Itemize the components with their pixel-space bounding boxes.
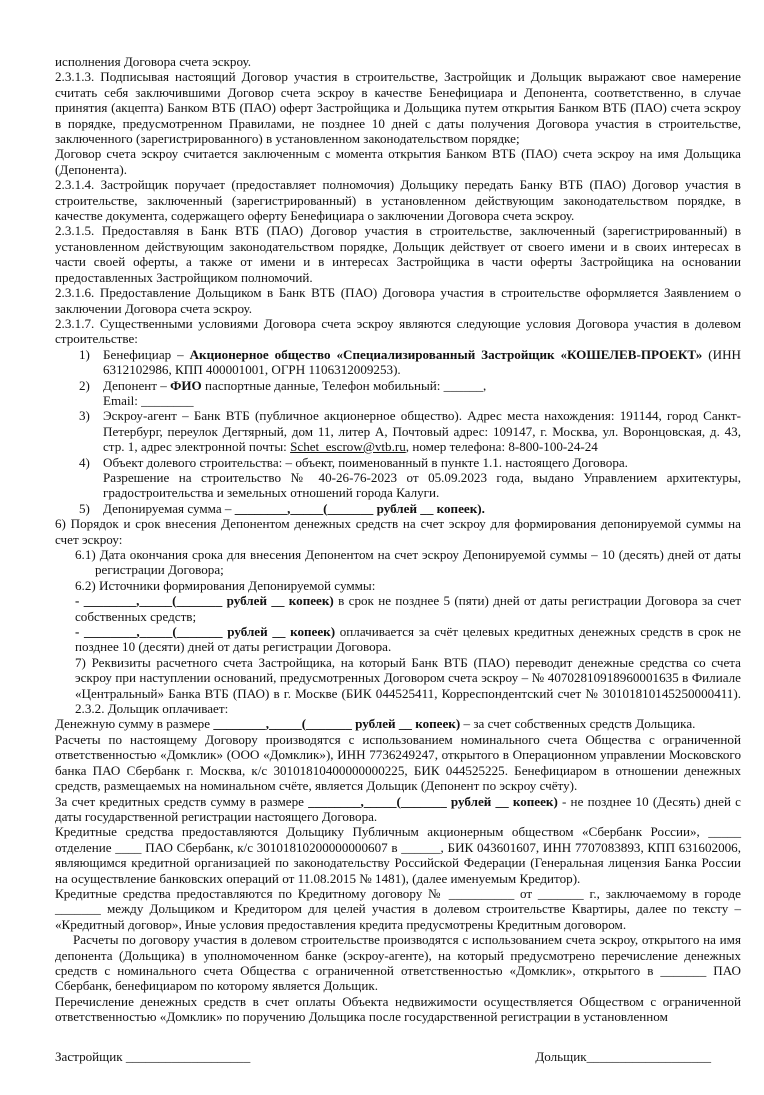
text-run: Договор счета эскроу считается заключенным с момента открытия Банком ВТБ (ПАО) счета эскроу на имя Дольщика (Депонента). bbox=[55, 146, 741, 177]
text-run: 2.3.1.3. Подписывая настоящий Договор участия в строительстве, Застройщик и Дольщик выражают свое намерение считать себя заключившими Договор счета эскроу в качестве Бенефициара и Депонента, соответственно, в случае принятия (акцепта) Банком ВТБ (ПАО) оферт Застройщика и Дольщика путем открытия Банком ВТБ (ПАО) счета эскроу в порядке, предусмотренном Правилами, не позднее 10 дней с даты получения Договора участия в строительстве, заключенного (зарегистрированного) в установленном законодательством порядке; bbox=[55, 69, 741, 147]
contract-paragraph bbox=[55, 393, 741, 408]
text-run: 7) Реквизиты расчетного счета Застройщика, на который Банк ВТБ (ПАО) переводит денежные средства со счета эскроу при наступлении оснований, предусмотренных Договором счета эскроу – № 40702810918960001635 в Филиале «Центральный» Банка ВТБ (ПАО) в г. Москве (БИК 044525411, Корреспондентский счет № 30101810145250000411). 2.3.2. Дольщик оплачивает: bbox=[75, 654, 741, 717]
text-run: - не позднее 10 (Десять) дней с даты государственной регистрации настоящего Договора. bbox=[55, 793, 741, 824]
list-number: 1) bbox=[79, 346, 90, 362]
contract-paragraph bbox=[55, 516, 741, 547]
contract-paragraph bbox=[55, 578, 741, 593]
text-run: Расчеты по договору участия в долевом строительстве производятся с использованием счета эскроу, открытого на имя депонента (Дольщика) в уполномоченном банке (эскроу-агенте), на который предусмотрено перечисление денежных средств с номинального счета Общества с ограниченной ответственностью «Домклик», открытого в _______ ПАО Сбербанк, бенефициаром по которому является Дольщик. bbox=[55, 932, 741, 994]
contract-paragraph bbox=[55, 547, 741, 578]
contract-paragraph bbox=[55, 794, 741, 825]
text-run: в срок не позднее 5 (пяти) дней от даты регистрации Договора за счет собственных средств; bbox=[75, 593, 741, 624]
contract-paragraph bbox=[55, 824, 741, 886]
text-run: (ИНН 6312102986, КПП 400001001, ОГРН 1106312009253). bbox=[103, 346, 741, 378]
contract-paragraph bbox=[55, 655, 741, 717]
text-run: , номер телефона: 8-800-100-24-24 bbox=[405, 439, 598, 455]
contract-paragraph bbox=[55, 378, 741, 393]
text-run: Email: ________ bbox=[103, 392, 194, 408]
bold-text: - ________,_____(_______ рублей __ копеек) bbox=[75, 624, 336, 640]
list-number: 3) bbox=[79, 408, 90, 424]
contract-paragraph bbox=[55, 69, 741, 146]
bold-text: ________,_____(_______ рублей __ копеек). bbox=[234, 500, 485, 516]
text-run: 6.1) Дата окончания срока для внесения Депонентом на счет эскроу Депонируемой суммы – 10 (десять) дней от даты регистрации Договора; bbox=[75, 547, 741, 578]
text-run: исполнения Договора счета эскроу. bbox=[55, 54, 252, 69]
bold-text: ________,_____(_______ рублей __ копеек) bbox=[308, 793, 558, 809]
text-run: Расчеты по настоящему Договору производятся с использованием номинального счета Общества с ограниченной ответственностью «Домклик» (ООО «Домклик»), ИНН 7736249247, открытого в Операционном управлении Московского банка ПАО Сбербанк г. Москва, к/с 30101810400000000225, БИК 044525225. Бенефициаром в отношении денежных средств, размещаемых на номинальном счёте, является Дольщик (Депонент по эскроу счёту). bbox=[55, 731, 741, 794]
text-run: 2.3.1.4. Застройщик поручает (предоставляет полномочия) Дольщику передать Банку ВТБ (ПАО) Договор участия в строительстве, заключенный (зарегистрированный) в установленном действующим законодательством порядке, в качестве документа, содержащего оферту Бенефициара о заключении Договора счета эскроу. bbox=[55, 177, 741, 224]
text-run: – за счет собственных средств Дольщика. bbox=[460, 716, 696, 732]
list-number: 5) bbox=[79, 500, 90, 516]
text-run: Эскроу-агент – Банк ВТБ (публичное акционерное общество). Адрес места нахождения: 191144, город Санкт-Петербург, переулок Дегтярный, дом 11, литер А, Почтовый адрес: 109147, г. Москва, ул. Воронцовская, д. 43, стр. 1, адрес электронной почты: bbox=[103, 408, 741, 455]
text-run: 6) Порядок и срок внесения Депонентом денежных средств на счет эскроу для формирования депонируемой суммы на счет эскроу: bbox=[55, 516, 741, 547]
contract-paragraph bbox=[55, 54, 741, 69]
text-run: Объект долевого строительства: – объект, поименованный в пункте 1.1. настоящего Договора. bbox=[103, 454, 628, 470]
text-run: Кредитные средства предоставляются по Кредитному договору № __________ от _______ г., заключаемому в городе _______ между Дольщиком и Кредитором для целей участия в долевом строительстве Квартиры, далее по тексту – «Кредитный договор», Иные условия предоставления кредита предусмотрены Кредитным договором. bbox=[55, 885, 741, 932]
contract-paragraph bbox=[55, 455, 741, 470]
contract-paragraph bbox=[55, 177, 741, 223]
contract-paragraph bbox=[55, 932, 741, 994]
text-run: 2.3.1.6. Предоставление Дольщиком в Банк ВТБ (ПАО) Договора участия в строительстве оформляется Заявлением о заключении Договора счета эскроу. bbox=[55, 285, 741, 316]
participant-signature-line: Дольщик___________________ bbox=[535, 1048, 711, 1064]
bold-text: Акционерное общество «Специализированный Застройщик «КОШЕЛЕВ-ПРОЕКТ» bbox=[189, 346, 703, 362]
text-run: 6.2) Источники формирования Депонируемой суммы: bbox=[75, 577, 376, 593]
bold-text: ________,_____(_______ рублей __ копеек) bbox=[213, 716, 461, 732]
developer-signature-line: Застройщик ___________________ bbox=[55, 1048, 251, 1064]
text-run: 2.3.1.5. Предоставляя в Банк ВТБ (ПАО) Договор участия в строительстве, заключенный (зарегистрированный) в установленном действующим законодательством порядке, Дольщик действует от своего имени и в своих интересах в части своей оферты, а также от имени и в интересах Застройщика в части оферты Застройщика на основании предоставленных Застройщиком полномочий. bbox=[55, 223, 741, 285]
contract-paragraph bbox=[55, 716, 741, 731]
text-run: Денежную сумму в размере bbox=[55, 716, 214, 732]
contract-paragraph bbox=[55, 347, 741, 378]
text-run: Кредитные средства предоставляются Дольщику Публичным акционерным обществом «Сбербанк России», _____ отделение ____ ПАО Сбербанк, к/с 30101810200000000607 в ______, БИК 043601607, ИНН 7707083893, КПП 631602006, являющимся кредитной организацией по законодательству Российской Федерации (Генеральная лицензия Банка России на осуществление банковских операций от 11.08.2015 № 1481), (далее именуемым Кредитор). bbox=[55, 824, 741, 886]
contract-page-body bbox=[55, 54, 741, 1025]
text-run: Бенефициар – bbox=[103, 346, 190, 362]
bold-text: - ________,_____(_______ рублей __ копеек) bbox=[75, 593, 334, 609]
contract-paragraph bbox=[55, 470, 741, 501]
contract-paragraph bbox=[55, 994, 741, 1025]
contract-paragraph bbox=[55, 732, 741, 794]
text-run: За счет кредитных средств сумму в размере bbox=[55, 793, 309, 809]
contract-paragraph bbox=[55, 316, 741, 347]
text-run: Депонент – bbox=[103, 377, 171, 393]
email-link[interactable]: Schet_escrow@vtb.ru bbox=[290, 439, 406, 455]
text-run: паспортные данные, Телефон мобильный: ______, bbox=[201, 377, 487, 393]
contract-paragraph bbox=[55, 146, 741, 177]
bold-text: ФИО bbox=[170, 377, 202, 393]
text-run: Перечисление денежных средств в счет оплаты Объекта недвижимости осуществляется Обществом с ограниченной ответственностью «Домклик» по поручению Дольщика после государственной регистрации в установленном bbox=[55, 993, 741, 1025]
text-run: оплачивается за счёт целевых кредитных денежных средств в срок не позднее 10 (десяти) дней от даты регистрации Договора. bbox=[75, 624, 741, 655]
text-run: Разрешение на строительство № 40-26-76-2023 от 05.09.2023 года, выдано Управлением архитектуры, градостроительства и земельных отношений города Калуги. bbox=[103, 469, 741, 501]
contract-paragraph bbox=[55, 501, 741, 516]
contract-paragraph bbox=[55, 886, 741, 932]
signature-block bbox=[55, 1049, 741, 1065]
text-run: 2.3.1.7. Существенными условиями Договора счета эскроу являются следующие условия Договора участия в долевом строительстве: bbox=[55, 315, 741, 347]
contract-paragraph bbox=[55, 593, 741, 624]
text-run: Депонируемая сумма – bbox=[103, 500, 235, 516]
contract-paragraph bbox=[55, 223, 741, 285]
list-number: 4) bbox=[79, 454, 90, 470]
contract-paragraph bbox=[55, 408, 741, 454]
contract-paragraph bbox=[55, 285, 741, 316]
contract-paragraph bbox=[55, 624, 741, 655]
list-number: 2) bbox=[79, 377, 90, 393]
